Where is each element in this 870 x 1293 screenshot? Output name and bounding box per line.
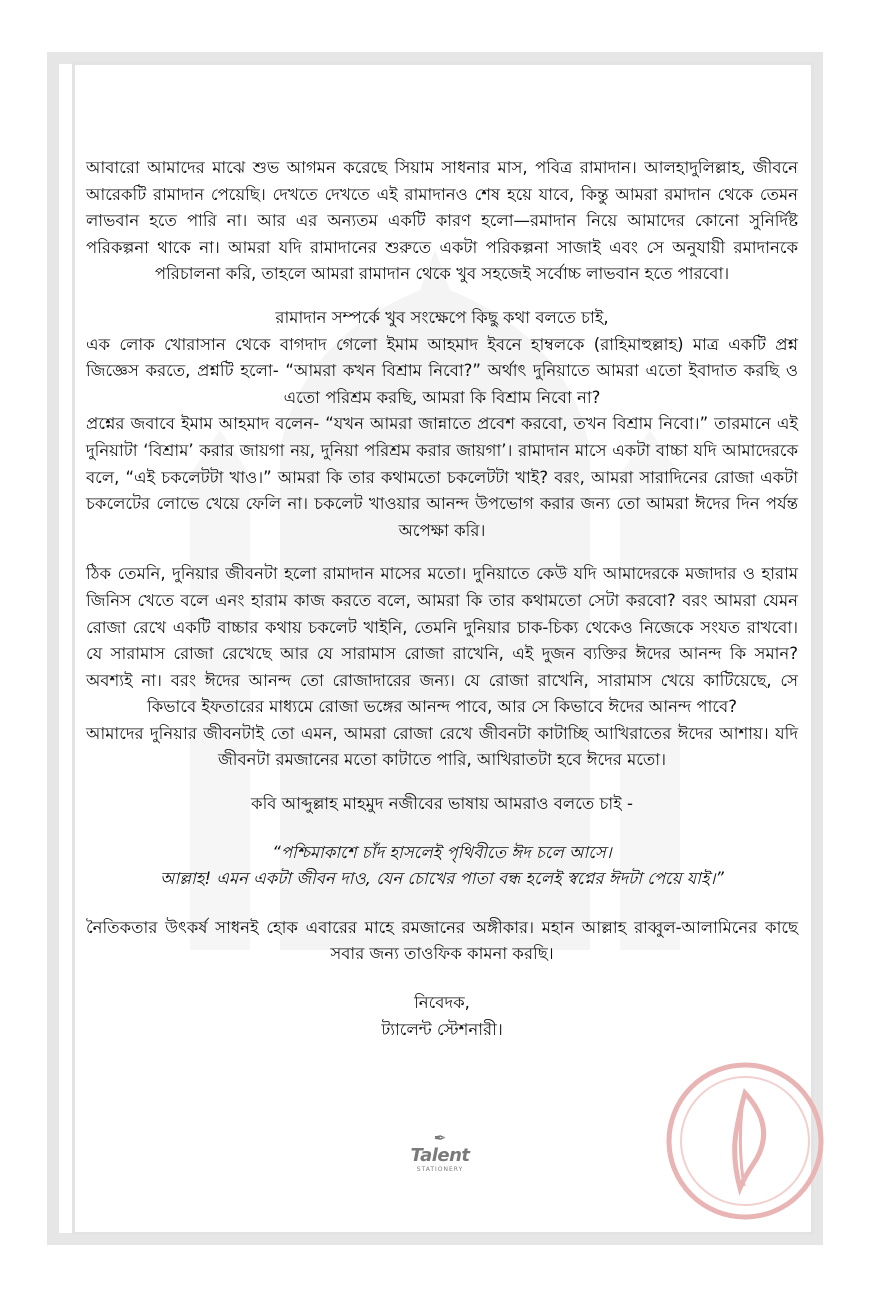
quote-line-1: “পশ্চিমাকাশে চাঁদ হাসলেই পৃথিবীতে ঈদ চলে আসে। xyxy=(272,842,612,862)
pen-nib-icon: ✒ xyxy=(433,1129,447,1147)
talent-stationery-logo xyxy=(400,1130,480,1182)
signature-name: ট্যালেন্ট স্টেশনারী। xyxy=(381,1019,503,1039)
letter-body xyxy=(86,155,798,1043)
closing-paragraph: নৈতিকতার উৎকর্ষ সাধনই হোক এবারের মাহে রমজানের অঙ্গীকার। মহান আল্লাহ রাব্বুল-আলামিনের কাছে সবার জন্য তাওফিক কামনা করছি। xyxy=(86,917,798,964)
paragraph-conclusion: আমাদের দুনিয়ার জীবনটাই তো এমন, আমরা রোজা রেখে জীবনটা কাটাচ্ছি আখিরাতের ঈদের আশায়। যদি জীবনটা রমজানের মতো কাটাতে পারি, আখিরাতটা হবে ঈদের মতো। xyxy=(86,723,798,770)
paragraph-analogy: ঠিক তেমনি, দুনিয়ার জীবনটা হলো রামাদান মাসের মতো। দুনিয়াতে কেউ যদি আমাদেরকে মজাদার ও হারাম জিনিস খেতে বলে এনং হারাম কাজ করতে বলে, আমরা কি তার কথামতো সেটা করবো? বরং আমরা যেমন রোজা রেখে একটি বাচ্চার কথায় চকলেট খাইনি, তেমনি দুনিয়ার চাক-চিক্য থেকেও নিজেকে সংযত রাখবো। যে সারামাস রোজা রেখেছে আর যে সারামাস রোজা রাখেনি, এই দুজন ব্যক্তির ঈদের আনন্দ কি সমান? অবশ্যই না। বরং ঈদের আনন্দ তো রোজাদারের জন্য। যে রোজা রাখেনি, সারামাস খেয়ে কাটিয়েছে, সে কিভাবে ইফতারের মাধ্যমে রোজা ভঙ্গের আনন্দ পাবে, আর সে কিভাবে ঈদের আনন্দ পাবে? xyxy=(86,564,799,717)
signature-label: নিবেদক, xyxy=(414,993,470,1013)
paragraph-answer: প্রশ্নের জবাবে ইমাম আহমাদ বলেন- “যখন আমরা জান্নাতে প্রবেশ করবো, তখন বিশ্রাম নিবো।” তারমানে এই দুনিয়াটা ‘বিশ্রাম’ করার জায়গা নয়, দুনিয়া পরিশ্রম করার জায়গা’। রামাদান মাসে একটা বাচ্চা যদি আমাদেরকে বলে, “এই চকলেটটা খাও।” আমরা কি তার কথামতো চকলেটটা খাই? বরং, আমরা সারাদিনের রোজা একটা চকলেটের লোভে খেয়ে ফেলি না। চকলেট খাওয়ার আনন্দ উপভোগ করার জন্য তো আমরা ঈদের দিন পর্যন্ত অপেক্ষা করি। xyxy=(86,414,798,540)
logo-subtitle: STATIONERY xyxy=(416,1166,464,1173)
paragraph-intro: আবারো আমাদের মাঝে শুভ আগমন করেছে সিয়াম সাধনার মাস, পবিত্র রামাদান। আলহাদুলিল্লাহ, জীবনে আরেকটি রামাদান পেয়েছি। দেখতে দেখতে এই রামাদানও শেষ হয়ে যাবে, কিন্তু আমরা রমাদান থেকে তেমন লাভবান হতে পারি না। আর এর অন্যতম একটি কারণ হলো—রমাদান নিয়ে আমাদের কোনো সুনির্দিষ্ট পরিকল্পনা থাকে না। আমরা যদি রামাদানের শুরুতে একটা পরিকল্পনা সাজাই এবং সে অনুযায়ী রমাদানকে পরিচালনা করি, তাহলে আমরা রামাদান থেকে খুব সহজেই সর্বোচ্চ লাভবান হতে পারবো। xyxy=(86,158,798,284)
paragraph-topic-intro: রামাদান সম্পর্কে খুব সংক্ষেপে কিছু কথা বলতে চাই, xyxy=(275,307,609,327)
paragraph-story: এক লোক খোরাসান থেকে বাগদাদ গেলো ইমাম আহমাদ ইবনে হাম্বলকে (রাহিমাহুল্লাহ) মাত্র একটি প্রশ্ন জিজ্ঞেস করতে, প্রশ্নটি হলো- “আমরা কখন বিশ্রাম নিবো?” অর্থাৎ দুনিয়াতে আমরা এতো ইবাদাত করছি ও এতো পরিশ্রম করছি, আমরা কি বিশ্রাম নিবো না? xyxy=(86,334,798,407)
quote-line-2: আল্লাহ! এমন একটা জীবন দাও, যেন চোখের পাতা বন্ধ হলেই স্বপ্নের ঈদটা পেয়ে যাই।” xyxy=(160,869,724,889)
leaf-watermark-icon xyxy=(662,1058,828,1224)
signature-block xyxy=(86,990,798,1043)
poet-intro: কবি আব্দুল্লাহ মাহমুদ নজীবের ভাষায় আমরাও বলতে চাই - xyxy=(251,794,633,814)
logo-wordmark: Talent xyxy=(410,1145,470,1166)
